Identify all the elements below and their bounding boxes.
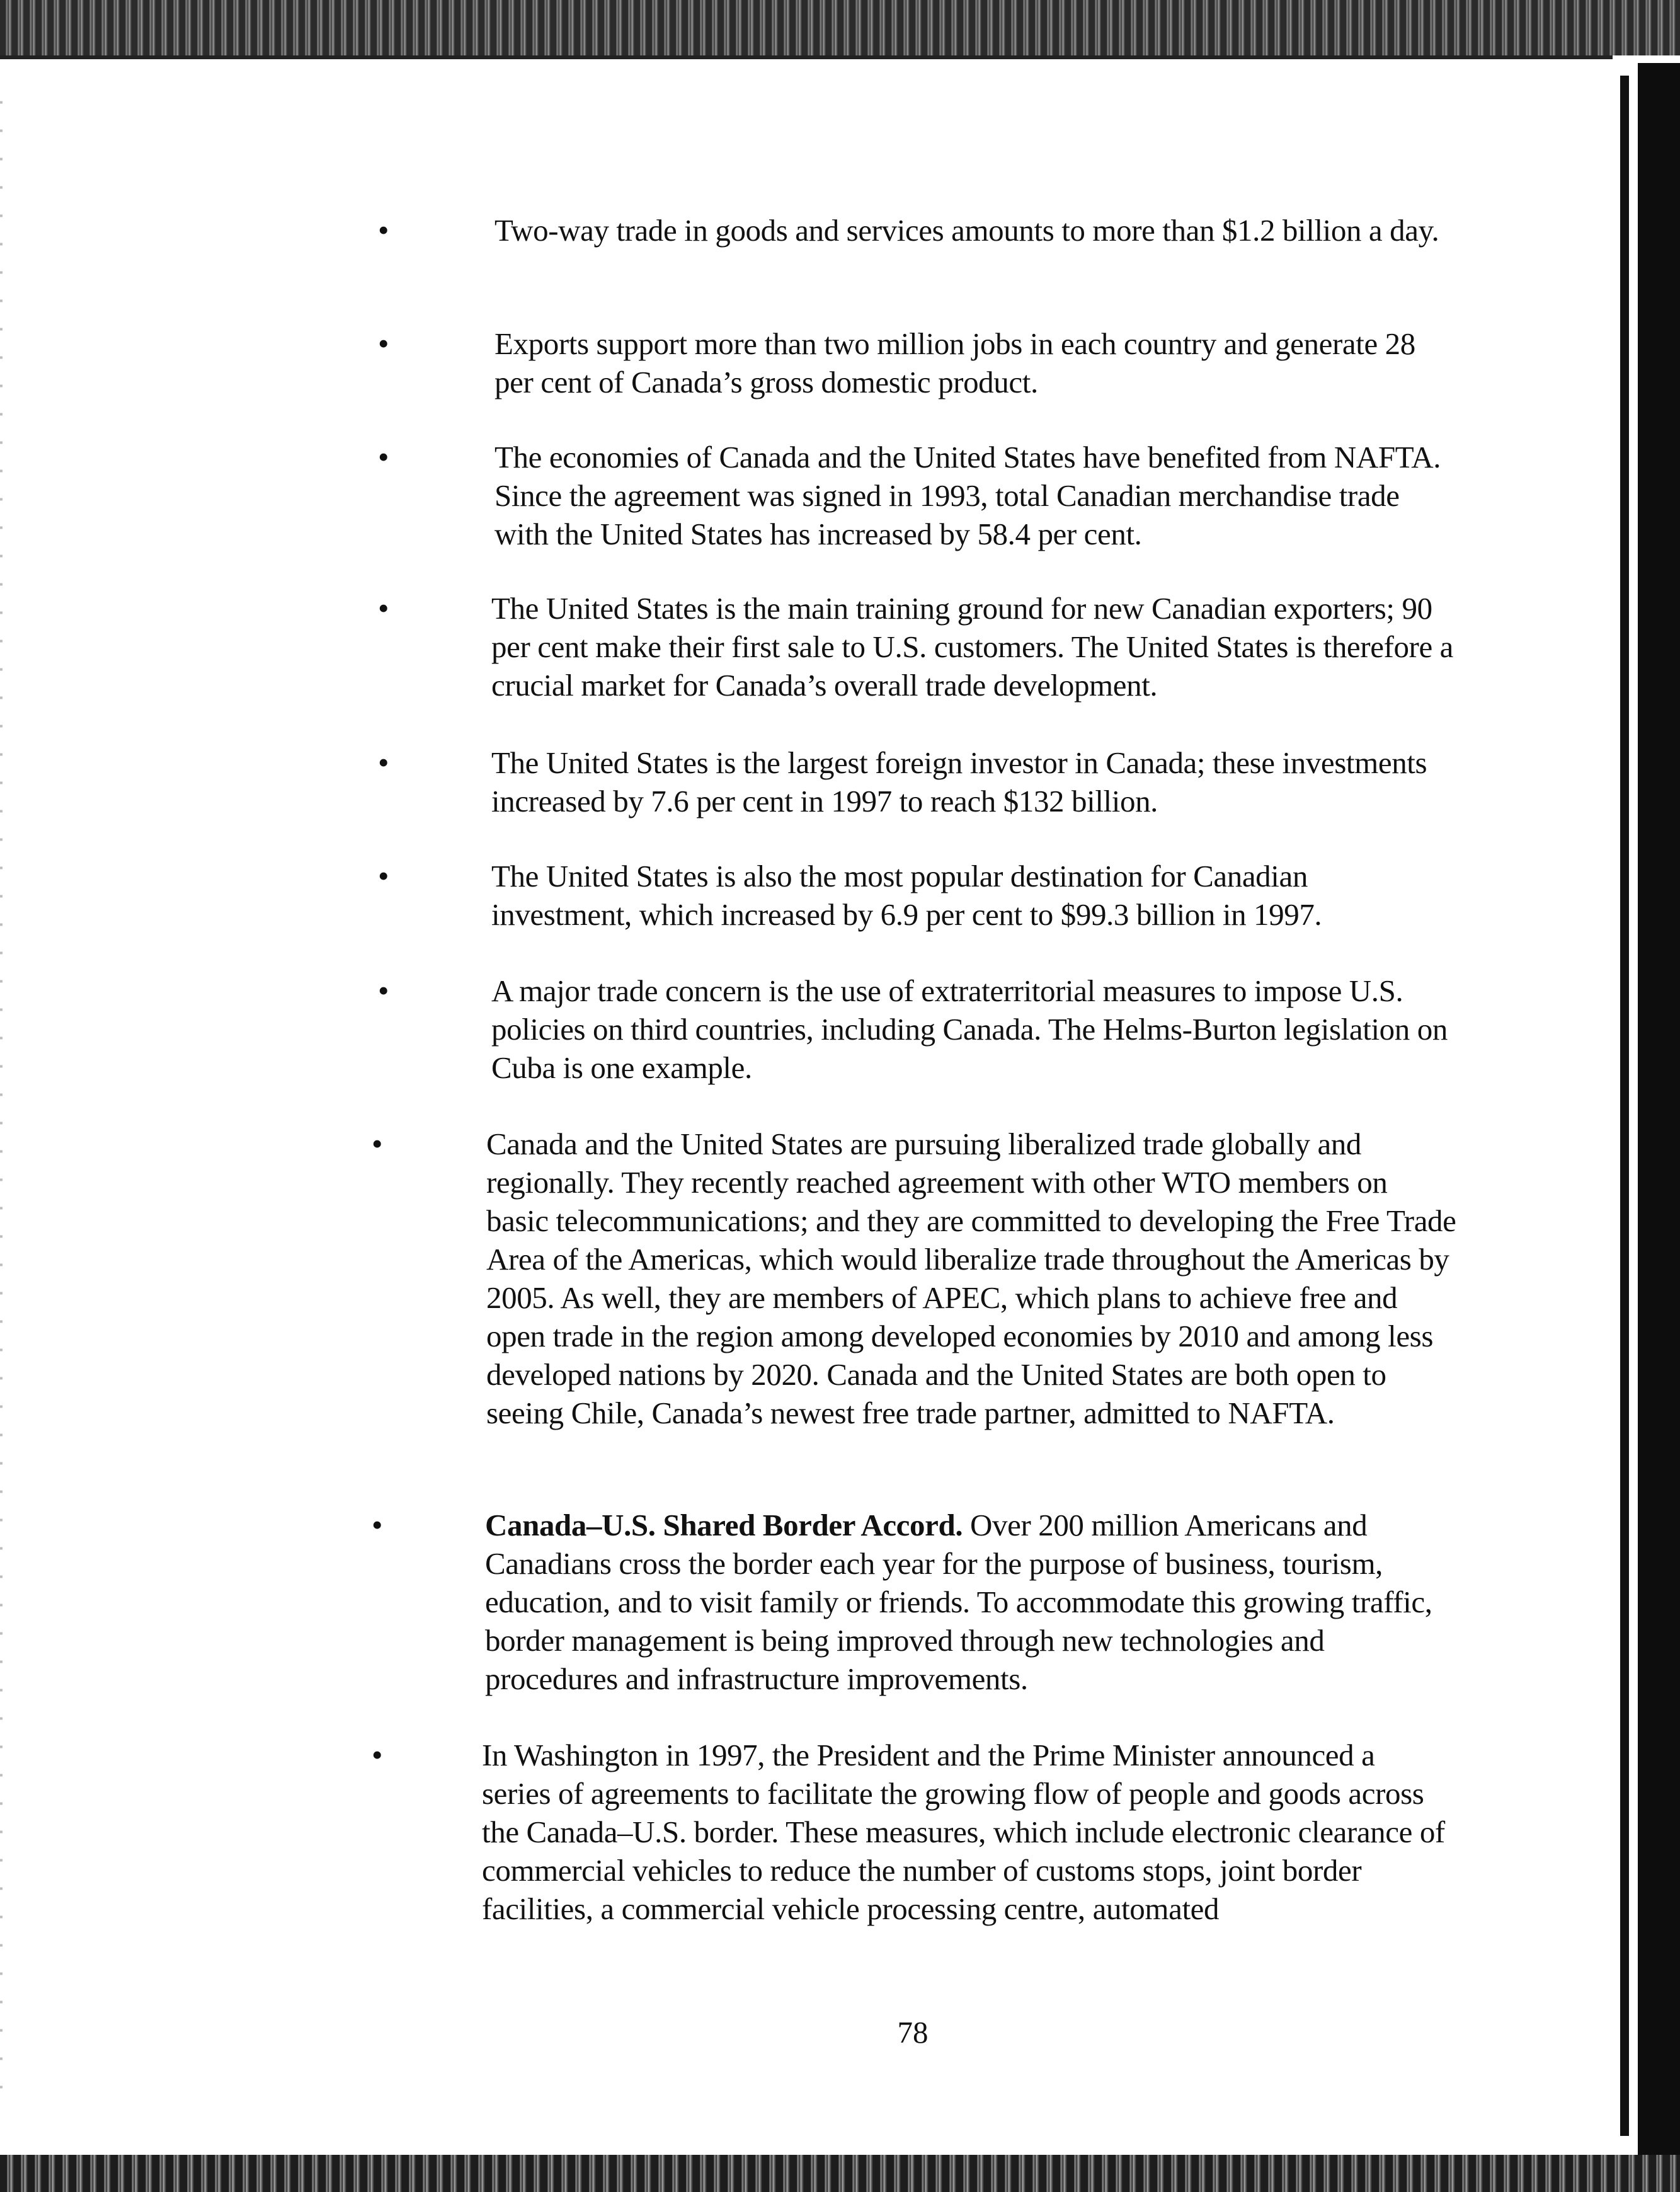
- scan-right-edge: [1638, 63, 1680, 2155]
- bullet-icon: •: [372, 1737, 383, 1772]
- bullet-icon: •: [378, 326, 389, 361]
- section-body: Over 200 million Americans and Canadians cross the border each year for the purpose of business, tourism, education, and to visit family or friends. To accommodate this growing traffic, border management is being improved through new technologies and procedures and infrastructure improvements.: [485, 1508, 1432, 1696]
- bullet-icon: •: [372, 1507, 383, 1542]
- scan-right-bar: [1620, 76, 1629, 2136]
- bullet-icon: •: [378, 590, 389, 626]
- bullet-icon: •: [378, 745, 389, 780]
- list-item-text: The United States is also the most popular destination for Canadian investment, which increased by 6.9 per cent to $99.3 billion in 1997.: [491, 859, 1322, 932]
- list-item-text: Canada and the United States are pursuing liberalized trade globally and regionally. They recently reached agreement with other WTO members on basic telecommunications; and they are committed to developing the Free Trade Area of the Americas, which would liberalize trade throughout the Americas by 2005. As well, they are members of APEC, which plans to achieve free and open trade in the region among developed economies by 2010 and among less developed nations by 2020. Canada and the United States are both open to seeing Chile, Canada’s newest free trade partner, admitted to NAFTA.: [486, 1127, 1456, 1430]
- bullet-icon: •: [378, 212, 389, 248]
- bullet-icon: •: [378, 858, 389, 893]
- list-item-text: Two-way trade in goods and services amounts to more than $1.2 billion a day.: [494, 213, 1439, 248]
- bullet-icon: •: [372, 1126, 383, 1161]
- list-item-text: The United States is the largest foreign investor in Canada; these investments increased by 7.6 per cent in 1997 to reach $132 billion.: [491, 745, 1427, 818]
- list-item-text: The United States is the main training ground for new Canadian exporters; 90 per cent make their first sale to U.S. customers. The United States is therefore a crucial market for Canada’s overall trade development.: [491, 591, 1454, 703]
- list-item-text: A major trade concern is the use of extraterritorial measures to impose U.S. policies on third countries, including Canada. The Helms-Burton legislation on Cuba is one example.: [491, 973, 1448, 1085]
- bullet-icon: •: [378, 973, 389, 1008]
- page-number: 78: [897, 2015, 929, 2050]
- list-item-text: Exports support more than two million jobs in each country and generate 28 per cent of Canada’s gross domestic product.: [494, 326, 1415, 399]
- scan-bottom-border: [0, 2155, 1680, 2192]
- list-item-text: The economies of Canada and the United States have benefited from NAFTA. Since the agreement was signed in 1993, total Canadian merchandise trade with the United States has increased by 58.4 per cent.: [494, 440, 1441, 551]
- list-item-text: [485, 1506, 1449, 1698]
- section-lead: Canada–U.S. Shared Border Accord.: [485, 1508, 963, 1542]
- list-item-text: In Washington in 1997, the President and the Prime Minister announced a series of agreements to facilitate the growing flow of people and goods across the Canada–U.S. border. These measures, which include electronic clearance of commercial vehicles to reduce the number of customs stops, joint border facilities, a commercial vehicle processing centre, automated: [482, 1738, 1445, 1926]
- bullet-icon: •: [378, 439, 389, 474]
